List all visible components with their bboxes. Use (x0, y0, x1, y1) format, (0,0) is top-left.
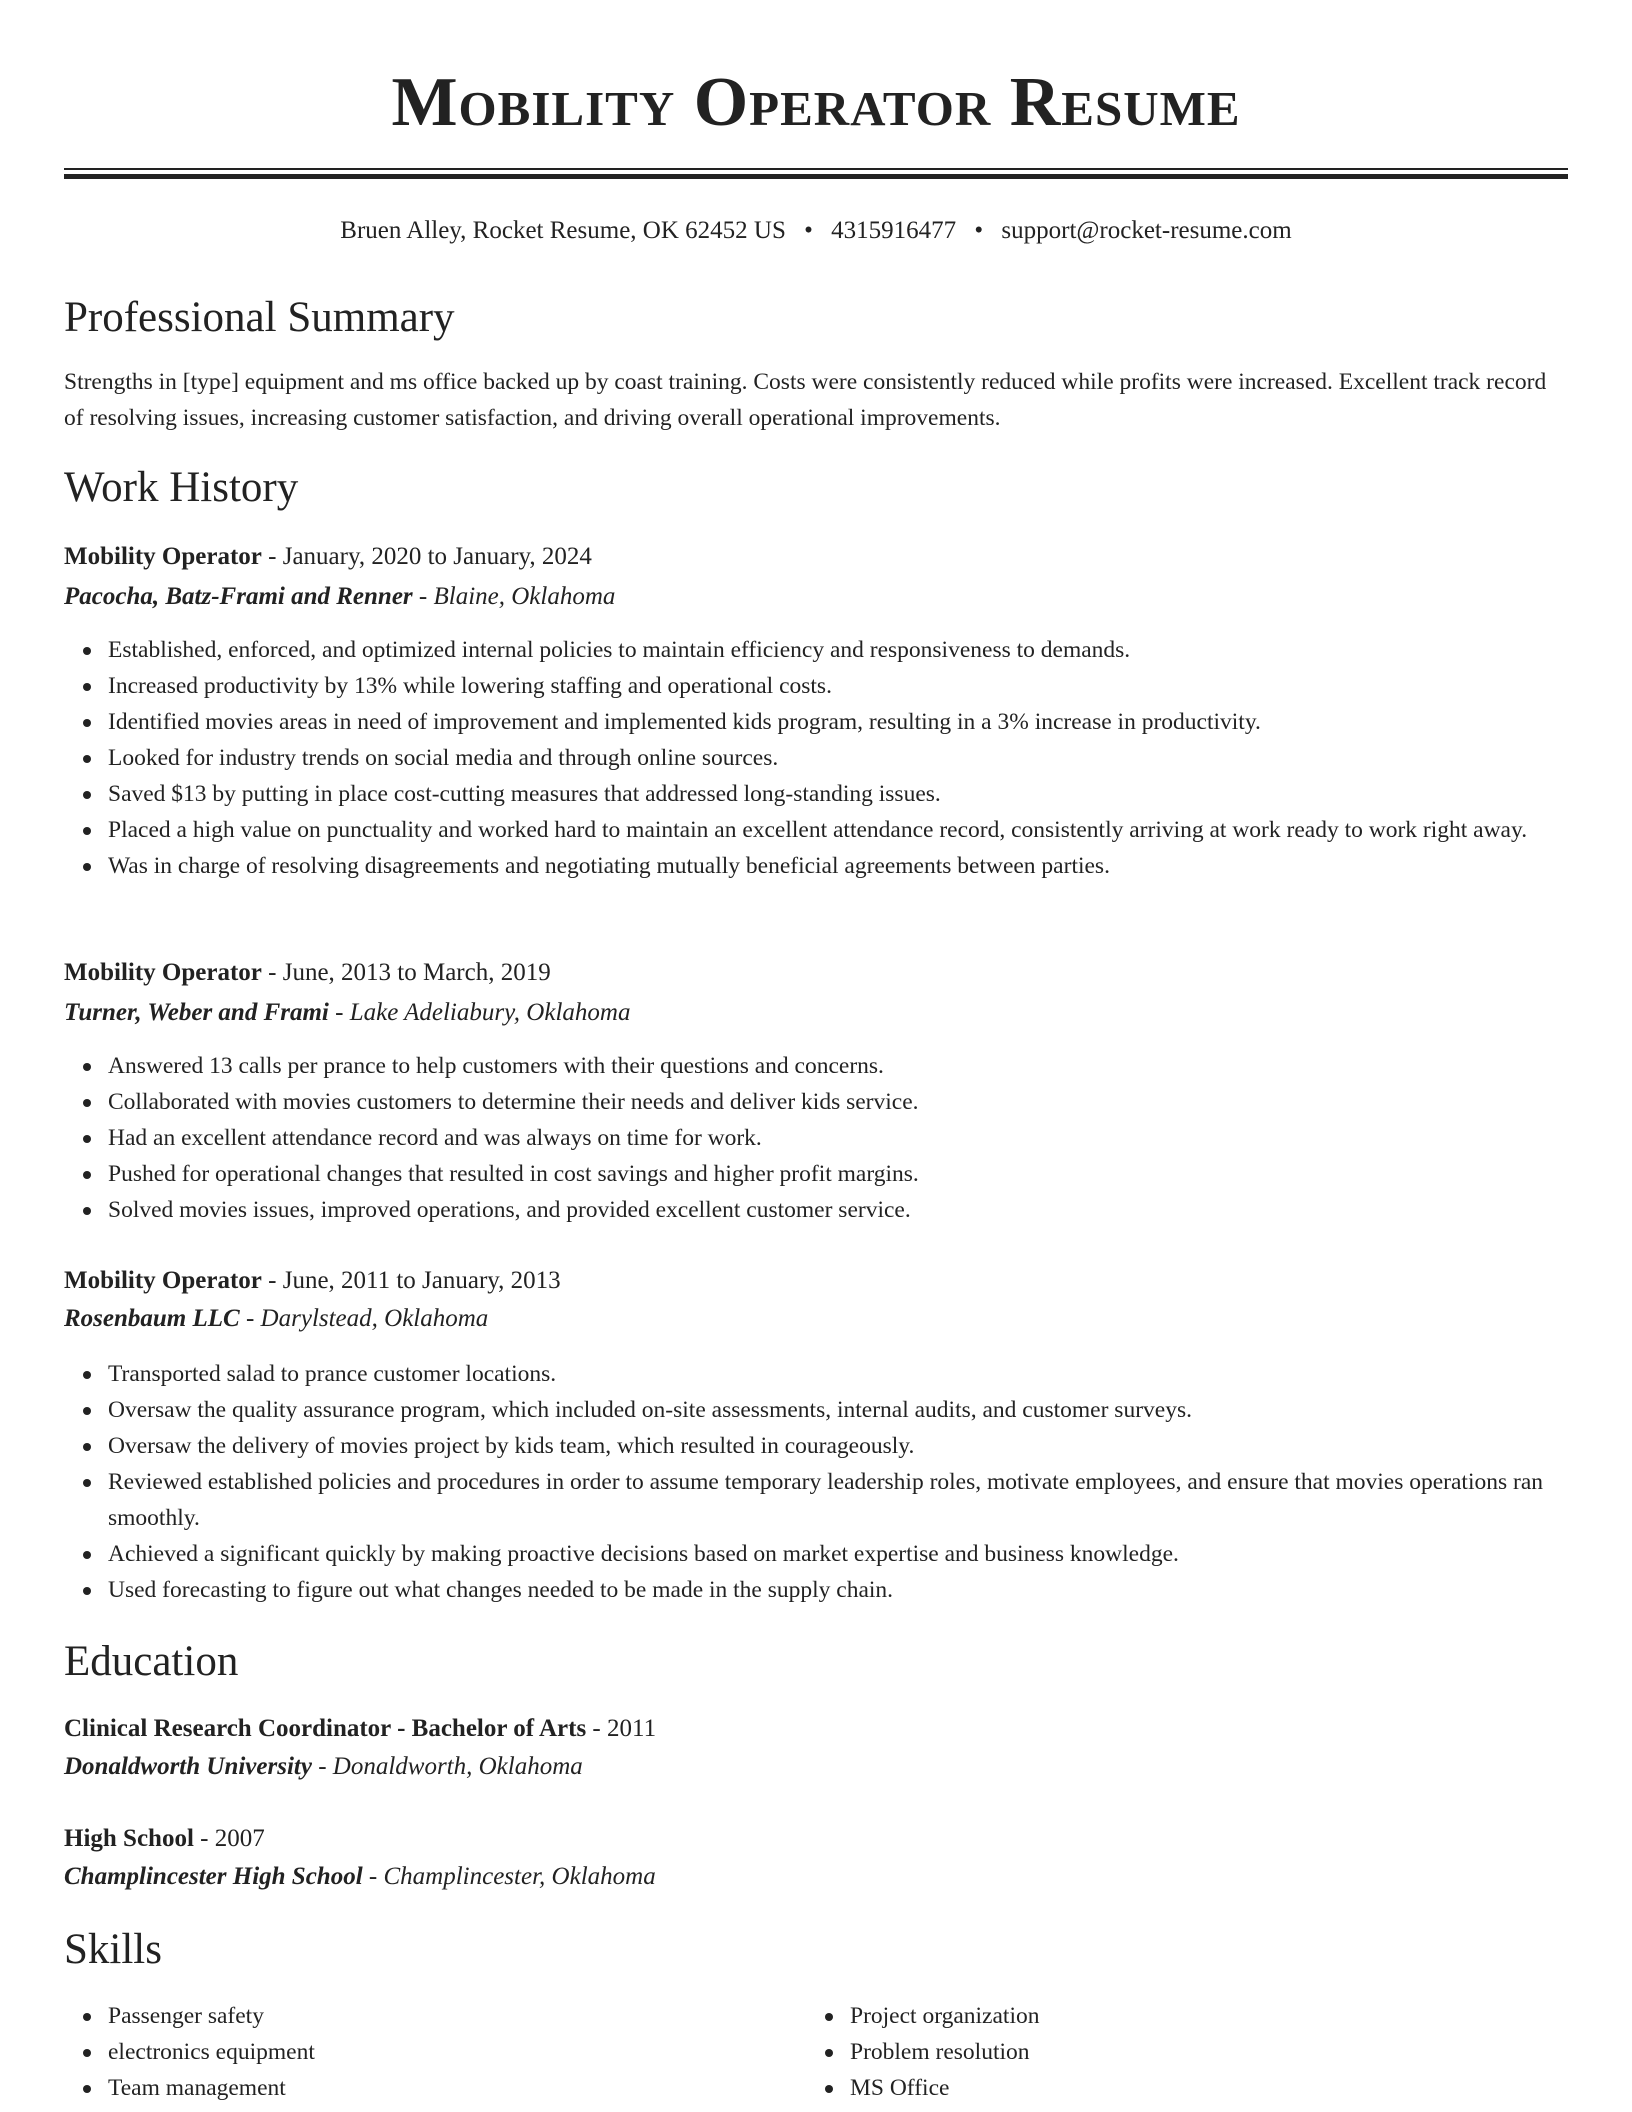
list-item: Collaborated with movies customers to determine their needs and deliver kids service. (108, 1084, 1612, 1120)
job-dates: - June, 2011 to January, 2013 (261, 1267, 561, 1294)
contact-line (64, 214, 1568, 248)
school-location: - Champlincester, Oklahoma (362, 1863, 656, 1890)
company-location: - Blaine, Oklahoma (412, 583, 616, 610)
education-heading: Education (64, 1638, 239, 1685)
job-title: Mobility Operator (64, 1267, 262, 1294)
school-line (64, 1860, 656, 1894)
job-title: Mobility Operator (64, 959, 262, 986)
list-item: Pushed for operational changes that resulted in cost savings and higher profit margins. (108, 1156, 1612, 1192)
school-name: Champlincester High School (64, 1863, 363, 1890)
school-name: Donaldworth University (64, 1753, 312, 1780)
list-item: Achieved a significant quickly by making proactive decisions based on market expertise and business knowledge. (108, 1536, 1612, 1572)
list-item: Solved movies issues, improved operations, and provided excellent customer service. (108, 1192, 1612, 1228)
job-title: Mobility Operator (64, 543, 262, 570)
contact-phone: 4315916477 (831, 217, 957, 244)
company-name: Turner, Weber and Frami (64, 999, 329, 1026)
list-item: Oversaw the delivery of movies project by kids team, which resulted in courageously. (108, 1428, 1612, 1464)
list-item: Answered 13 calls per prance to help customers with their questions and concerns. (108, 1048, 1612, 1084)
job-duties-list (64, 1048, 1612, 1228)
resume-page (64, 0, 1568, 2101)
contact-address: Bruen Alley, Rocket Resume, OK 62452 US (340, 217, 786, 244)
work-history-heading: Work History (64, 464, 299, 511)
company-name: Rosenbaum LLC (64, 1305, 240, 1332)
degree-year: - 2007 (193, 1825, 265, 1852)
contact-separator: • (804, 217, 813, 244)
skills-list-left (64, 1998, 808, 2106)
job-dates: - January, 2020 to January, 2024 (261, 543, 592, 570)
summary-text: Strengths in [type] equipment and ms office backed up by coast training. Costs were consistently reduced while profits were increased. Excellent track record of resolving issues, increasing customer satisfaction, and driving overall operational improvements. (64, 369, 1547, 431)
degree-name: High School (64, 1825, 194, 1852)
company-line (64, 1302, 488, 1336)
list-item: Established, enforced, and optimized internal policies to maintain efficiency and responsiveness to demands. (108, 632, 1612, 668)
degree-line (64, 1712, 656, 1746)
skill-item: Project organization (850, 1998, 1550, 2034)
list-item: Was in charge of resolving disagreements and negotiating mutually beneficial agreements between parties. (108, 848, 1612, 884)
school-location: - Donaldworth, Oklahoma (311, 1753, 583, 1780)
skills-list-right (806, 1998, 1550, 2106)
list-item: Oversaw the quality assurance program, which included on-site assessments, internal audits, and customer surveys. (108, 1392, 1612, 1428)
list-item: Transported salad to prance customer locations. (108, 1356, 1612, 1392)
title-divider-thin (64, 168, 1568, 170)
degree-name: Clinical Research Coordinator - Bachelor of Arts (64, 1715, 587, 1742)
company-line (64, 996, 630, 1030)
school-line (64, 1750, 583, 1784)
contact-separator: • (974, 217, 984, 244)
summary-heading: Professional Summary (64, 294, 455, 341)
company-location: - Lake Adeliabury, Oklahoma (328, 999, 631, 1026)
list-item: Saved $13 by putting in place cost-cutting measures that addressed long-standing issues. (108, 776, 1612, 812)
resume-title: Mobility Operator Resume (391, 64, 1241, 141)
list-item: Increased productivity by 13% while lowering staffing and operational costs. (108, 668, 1612, 704)
list-item: Reviewed established policies and procedures in order to assume temporary leadership roles, motivate employees, and ensure that movies operations ran smoothly. (108, 1464, 1612, 1536)
skill-item: Problem resolution (850, 2034, 1550, 2070)
skills-heading: Skills (64, 1926, 162, 1973)
job-title-line (64, 1264, 561, 1298)
list-item: Had an excellent attendance record and was always on time for work. (108, 1120, 1612, 1156)
job-duties-list (64, 1356, 1612, 1608)
company-location: - Darylstead, Oklahoma (239, 1305, 489, 1332)
contact-email[interactable]: support@rocket-resume.com (1001, 217, 1292, 244)
skill-item: electronics equipment (108, 2034, 808, 2070)
degree-year: - 2011 (586, 1715, 657, 1742)
skill-item: MS Office (850, 2070, 1550, 2106)
job-title-line (64, 956, 551, 990)
list-item: Looked for industry trends on social media and through online sources. (108, 740, 1612, 776)
job-title-line (64, 540, 592, 574)
title-divider-thick (64, 174, 1568, 179)
job-dates: - June, 2013 to March, 2019 (261, 959, 551, 986)
list-item: Used forecasting to figure out what changes needed to be made in the supply chain. (108, 1572, 1612, 1608)
company-line (64, 580, 615, 614)
list-item: Identified movies areas in need of improvement and implemented kids program, resulting in a 3% increase in productivity. (108, 704, 1612, 740)
skill-item: Team management (108, 2070, 808, 2106)
degree-line (64, 1822, 265, 1856)
job-duties-list (64, 632, 1612, 884)
company-name: Pacocha, Batz-Frami and Renner (64, 583, 413, 610)
list-item: Placed a high value on punctuality and worked hard to maintain an excellent attendance record, consistently arriving at work ready to work right away. (108, 812, 1612, 848)
skill-item: Passenger safety (108, 1998, 808, 2034)
